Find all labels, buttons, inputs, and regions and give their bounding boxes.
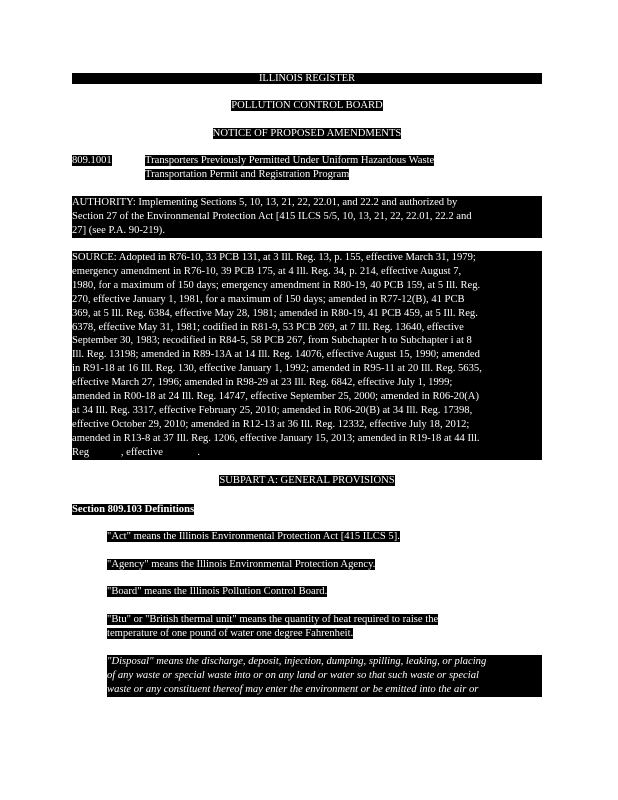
source-line: 270, effective January 1, 1981, for a maximum of 150 days; amended in R77-12(B), 41 PCB	[72, 293, 465, 305]
definition-board-text: "Board" means the Illinois Pollution Control Board.	[107, 586, 328, 597]
board-title: POLLUTION CONTROL BOARD	[231, 100, 383, 111]
section-number	[72, 154, 132, 168]
definition-disposal-line-3: waste or any constituent thereof may enter the environment or be emitted into the air or	[107, 683, 479, 695]
source-line: amended in R13-8 at 37 Ill. Reg. 1206, effective January 15, 2013; amended in R19-18 at 44 Ill.	[72, 432, 480, 444]
subpart-heading	[72, 474, 542, 488]
definition-btu-line-2: temperature of one pound of water one degree Fahrenheit.	[107, 627, 354, 639]
section-title-line-2: Transportation Permit and Registration Program	[145, 168, 350, 180]
board-header	[72, 99, 542, 113]
section-title	[145, 154, 485, 182]
definition-board	[107, 585, 542, 599]
authority-line: 27] (see P.A. 90-219).	[72, 224, 165, 236]
definition-agency-text: "Agency" means the Illinois Environmental Protection Agency.	[107, 559, 376, 570]
subpart-title: SUBPART A: GENERAL PROVISIONS	[219, 475, 395, 486]
source-line: 6378, effective May 31, 1981; codified in R81-9, 53 PCB 269, at 7 Ill. Reg. 13640, effective	[72, 321, 464, 333]
section-103-heading	[72, 503, 194, 517]
definition-btu	[107, 613, 542, 641]
source-line: emergency amendment in R76-10, 39 PCB 175, at 4 Ill. Reg. 34, p. 214, effective August 7,	[72, 265, 462, 277]
source-line: SOURCE: Adopted in R76-10, 33 PCB 131, at 3 Ill. Reg. 13, p. 155, effective March 31, 1979;	[72, 252, 476, 263]
source-line: effective March 27, 1996; amended in R98-29 at 23 Ill. Reg. 6842, effective July 1, 1999;	[72, 377, 453, 389]
authority-paragraph	[72, 196, 542, 238]
source-line: 1980, for a maximum of 150 days; emergency amendment in R80-19, 40 PCB 159, at 5 Ill. Reg.	[72, 279, 481, 291]
definition-btu-line-1: "Btu" or "British thermal unit" means the quantity of heat required to raise the	[107, 614, 439, 625]
definition-act	[107, 530, 542, 544]
definition-disposal	[107, 655, 542, 697]
definition-disposal-line-1: "Disposal" means the discharge, deposit, injection, dumping, spilling, leaking, or placing	[107, 656, 487, 667]
authority-line: Section 27 of the Environmental Protection Act [415 ILCS 5/5, 10, 13, 21, 22, 22.01, 22.2 and	[72, 210, 472, 222]
source-line: Ill. Reg. 13198; amended in R89-13A at 14 Ill. Reg. 14076, effective August 15, 1990; amended	[72, 349, 480, 361]
section-number-text: 809.1001	[72, 155, 112, 166]
source-paragraph	[72, 251, 542, 460]
section-title-line-1: Transporters Previously Permitted Under Uniform Hazardous Waste	[145, 155, 435, 166]
source-line: amended in R00-18 at 24 Ill. Reg. 14747, effective September 25, 2000; amended in R06-20(A)	[72, 391, 479, 403]
authority-line: AUTHORITY: Implementing Sections 5, 10, 13, 21, 22, 22.01, and 22.2 and authorized by	[72, 197, 458, 208]
definition-agency	[107, 558, 542, 572]
definition-disposal-line-2: of any waste or special waste into or on any land or water so that such waste or special	[107, 669, 479, 681]
source-line: in R91-18 at 16 Ill. Reg. 130, effective January 1, 1992; amended in R95-11 at 20 Ill. Reg. 5635,	[72, 363, 482, 375]
definition-act-text: "Act" means the Illinois Environmental Protection Act [415 ILCS 5].	[107, 531, 400, 542]
section-103-title: Section 809.103 Definitions	[72, 504, 195, 515]
register-header: ILLINOIS REGISTER	[72, 73, 542, 84]
source-line: at 34 Ill. Reg. 3317, effective February 25, 2010; amended in R06-20(B) at 34 Ill. Reg. 17398,	[72, 404, 473, 416]
source-line: September 30, 1983; recodified in R84-5, 58 PCB 267, from Subchapter h to Subchapter i at 8	[72, 335, 472, 347]
notice-header	[72, 127, 542, 141]
notice-title: NOTICE OF PROPOSED AMENDMENTS	[212, 128, 402, 139]
source-line: 369, at 5 Ill. Reg. 6384, effective May 28, 1981; amended in R80-19, 41 PCB 459, at 5 Ill. Reg.	[72, 307, 478, 319]
source-line: effective October 29, 2010; amended in R12-13 at 36 Ill. Reg. 12332, effective July 18, 2012;	[72, 418, 470, 430]
source-line: Reg , effective .	[72, 446, 201, 458]
